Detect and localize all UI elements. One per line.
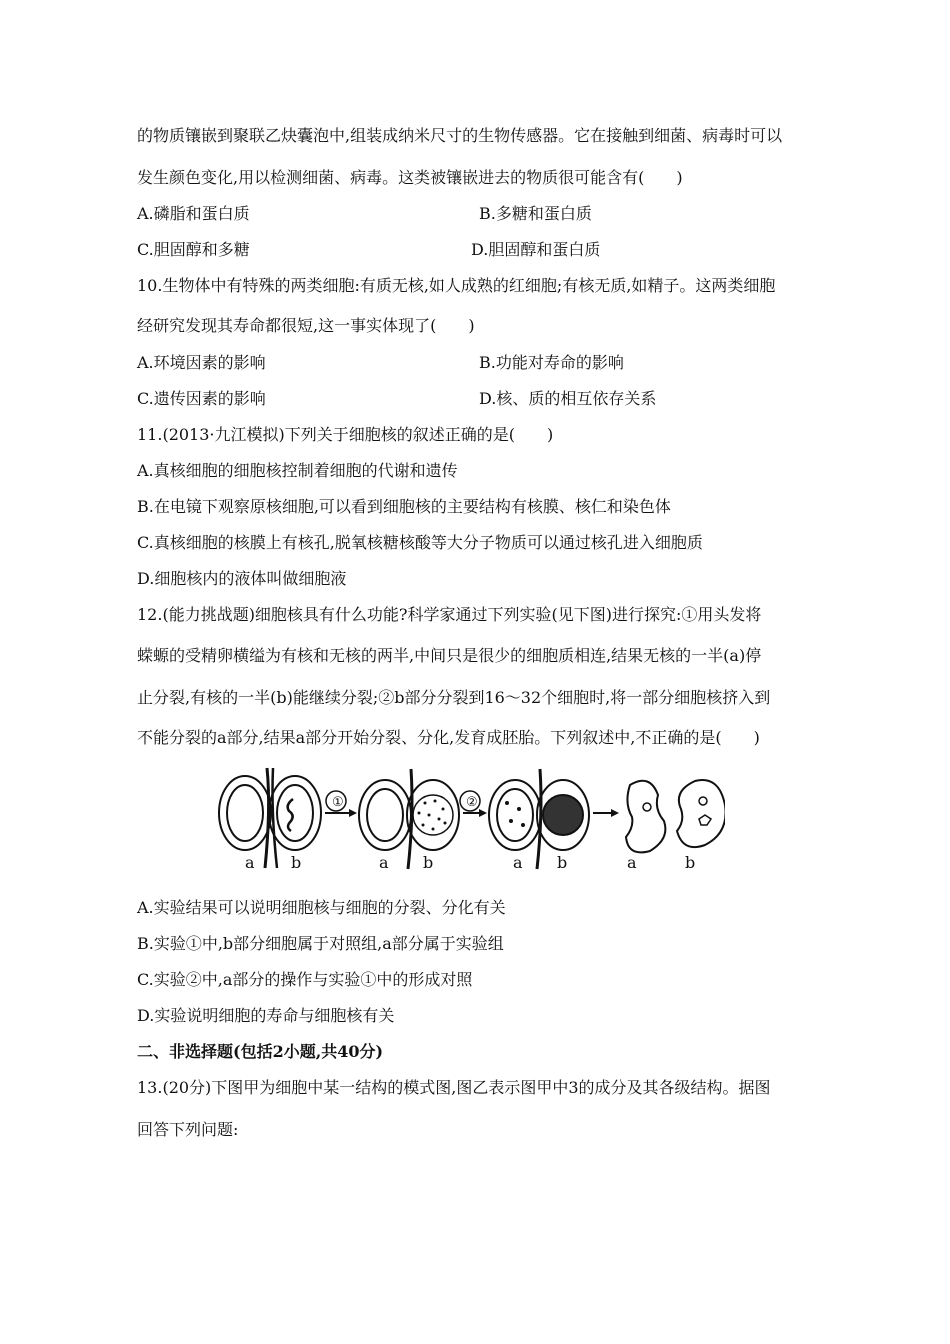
section2-heading: 二、非选择题(包括2小题,共40分) [137,1042,384,1061]
label-a-4: a [627,853,637,872]
q13-stem-line1: 13.(20分)下图甲为细胞中某一结构的模式图,图乙表示图甲中3的成分及其各级结构。据图 [137,1078,771,1097]
q12-option-c: C.实验②中,a部分的操作与实验①中的形成对照 [137,970,473,989]
stage2-egg [359,769,459,869]
q11-option-d: D.细胞核内的液体叫做细胞液 [137,569,347,588]
q12-stem-line1: 12.(能力挑战题)细胞核具有什么功能?科学家通过下列实验(见下图)进行探究:①用头发将 [137,605,762,624]
q12-option-a: A.实验结果可以说明细胞核与细胞的分裂、分化有关 [137,898,506,917]
label-b-4: b [685,853,696,872]
q10-stem-line1: 10.生物体中有特殊的两类细胞:有质无核,如人成熟的红细胞;有核无质,如精子。这两类细胞 [137,276,776,295]
step-label-2: ② [466,795,478,810]
label-b-1: b [291,853,302,872]
q12-stem-line3: 止分裂,有核的一半(b)能继续分裂;②b部分分裂到16～32个细胞时,将一部分细胞核挤入到 [137,688,771,707]
stage1-egg [219,768,321,868]
embryo-b [677,780,725,847]
step-label-1: ① [332,795,344,810]
label-a-2: a [379,853,389,872]
q9-option-a: A.磷脂和蛋白质 [137,204,250,223]
q11-stem: 11.(2013·九江模拟)下列关于细胞核的叙述正确的是( ) [137,425,554,444]
q12-option-b: B.实验①中,b部分细胞属于对照组,a部分属于实验组 [137,934,504,953]
q10-option-b: B.功能对寿命的影响 [479,353,624,372]
embryo-a [626,781,665,853]
experiment-figure [215,763,725,878]
q10-option-c: C.遗传因素的影响 [137,389,266,408]
q11-option-c: C.真核细胞的核膜上有核孔,脱氧核糖核酸等大分子物质可以通过核孔进入细胞质 [137,533,703,552]
q11-option-a: A.真核细胞的细胞核控制着细胞的代谢和遗传 [137,461,458,480]
q12-option-d: D.实验说明细胞的寿命与细胞核有关 [137,1006,395,1025]
stage3-egg [489,769,589,869]
q9-option-d: D.胆固醇和蛋白质 [471,240,601,259]
q12-stem-line2: 蝾螈的受精卵横缢为有核和无核的两半,中间只是很少的细胞质相连,结果无核的一半(a)停 [137,646,762,665]
q9-option-c: C.胆固醇和多糖 [137,240,250,259]
label-a-1: a [245,853,255,872]
q9-stem-line1: 的物质镶嵌到聚联乙炔囊泡中,组装成纳米尺寸的生物传感器。它在接触到细菌、病毒时可以 [137,126,783,145]
q10-option-a: A.环境因素的影响 [137,353,266,372]
label-b-3: b [557,853,568,872]
label-a-3: a [513,853,523,872]
q9-stem-line2: 发生颜色变化,用以检测细菌、病毒。这类被镶嵌进去的物质很可能含有( ) [137,168,683,187]
q12-stem-line4: 不能分裂的a部分,结果a部分开始分裂、分化,发育成胚胎。下列叙述中,不正确的是( ) [137,728,760,747]
q11-option-b: B.在电镜下观察原核细胞,可以看到细胞核的主要结构有核膜、核仁和染色体 [137,497,671,516]
q13-stem-line2: 回答下列问题: [137,1120,239,1139]
label-b-2: b [423,853,434,872]
q10-stem-line2: 经研究发现其寿命都很短,这一事实体现了( ) [137,316,475,335]
q10-option-d: D.核、质的相互依存关系 [479,389,657,408]
q9-option-b: B.多糖和蛋白质 [479,204,592,223]
